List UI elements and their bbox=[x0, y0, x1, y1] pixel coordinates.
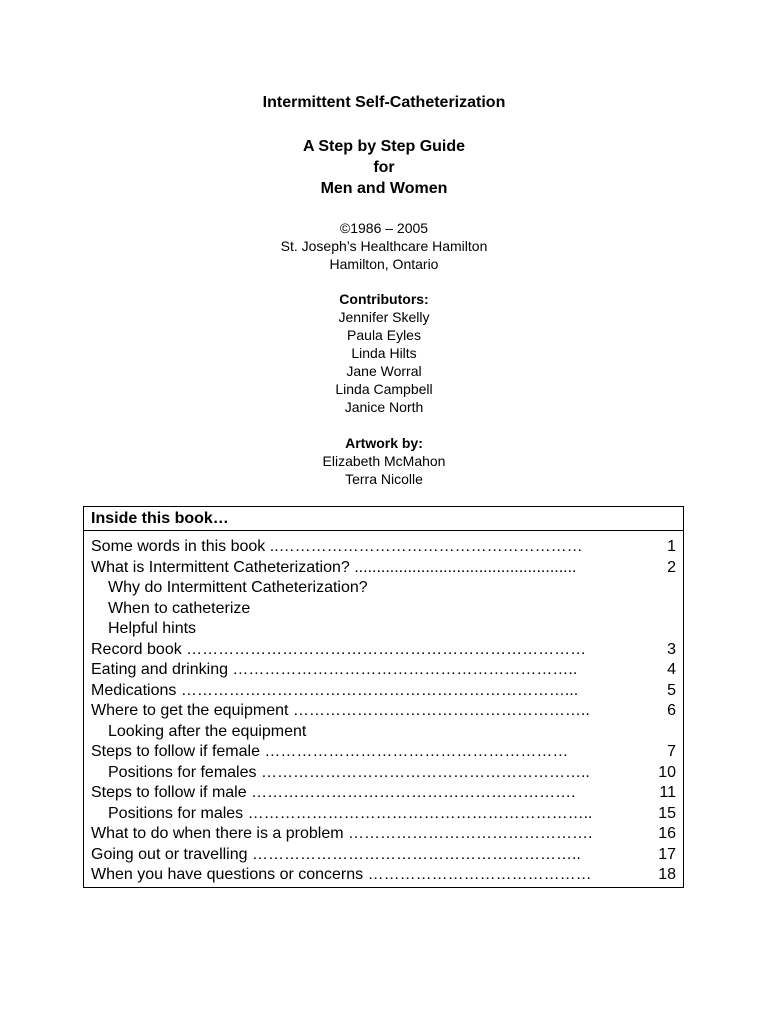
toc-entry-page: 10 bbox=[658, 763, 676, 781]
contributors-heading: Contributors: bbox=[339, 291, 429, 307]
toc-entry bbox=[84, 804, 683, 825]
contributor-name: Jennifer Skelly bbox=[338, 309, 430, 325]
toc-entry-title: Going out or travelling …………………………………………………….. bbox=[91, 845, 581, 863]
toc-entry-page: 17 bbox=[658, 845, 676, 863]
contributor-name: Jane Worral bbox=[346, 363, 422, 379]
toc-entry bbox=[84, 763, 683, 784]
toc-entry-page: 7 bbox=[667, 743, 676, 760]
toc-entry bbox=[84, 558, 683, 579]
toc-heading: Inside this book… bbox=[84, 507, 683, 531]
toc-entry-title: Looking after the equipment bbox=[108, 722, 307, 740]
toc-entry bbox=[84, 824, 683, 845]
toc-entry bbox=[84, 783, 683, 804]
toc-entry-page: 6 bbox=[667, 702, 676, 719]
toc-entry-page: 18 bbox=[658, 866, 676, 883]
subtitle-line: Men and Women bbox=[320, 180, 448, 197]
toc-entry-title: Helpful hints bbox=[108, 620, 197, 637]
toc-entry-title: Why do Intermittent Catheterization? bbox=[108, 579, 368, 596]
toc-entry-title: Steps to follow if male ……………………………………………………. bbox=[91, 784, 576, 801]
table-of-contents bbox=[83, 506, 684, 888]
toc-entry bbox=[84, 701, 683, 722]
toc-entry bbox=[84, 640, 683, 661]
toc-entry-page: 15 bbox=[658, 804, 676, 822]
toc-entry-title: What is Intermittent Catheterization? .................................................. bbox=[91, 558, 577, 576]
toc-entry bbox=[84, 619, 683, 640]
toc-entry bbox=[84, 722, 683, 743]
toc-entry-title: What to do when there is a problem ………………………………………. bbox=[91, 825, 593, 842]
toc-entry bbox=[84, 865, 683, 886]
toc-entry-page: 5 bbox=[667, 681, 676, 699]
toc-entry bbox=[84, 537, 683, 558]
subtitle-line: A Step by Step Guide bbox=[302, 138, 466, 155]
contributor-name: Paula Eyles bbox=[347, 327, 421, 343]
toc-entry-title: When to catheterize bbox=[108, 599, 251, 617]
toc-entry-page: 3 bbox=[667, 640, 676, 658]
document-title: Intermittent Self-Catheterization bbox=[262, 94, 506, 111]
copyright-block bbox=[0, 219, 768, 273]
contributor-name: Janice North bbox=[344, 399, 424, 415]
toc-entry bbox=[84, 660, 683, 681]
toc-entry-title: Eating and drinking ……………………………………………………….. bbox=[91, 661, 578, 678]
toc-entry-page: 4 bbox=[667, 661, 676, 678]
toc-entry-title: Medications ………………………………………………………………... bbox=[91, 681, 579, 699]
toc-entry-title: Where to get the equipment ……………………………………………….. bbox=[91, 702, 590, 719]
contributor-name: Linda Campbell bbox=[335, 381, 433, 397]
contributor-name: Linda Hilts bbox=[351, 345, 417, 361]
toc-entry-title: When you have questions or concerns …………………………………… bbox=[91, 866, 592, 883]
copyright-line: St. Joseph’s Healthcare Hamilton bbox=[280, 238, 488, 254]
document-subtitle bbox=[0, 136, 768, 199]
contributors-list bbox=[0, 308, 768, 416]
toc-entry bbox=[84, 845, 683, 866]
toc-entry-page: 2 bbox=[667, 558, 676, 576]
artist-name: Terra Nicolle bbox=[345, 471, 423, 487]
artists-list bbox=[0, 452, 768, 488]
toc-list bbox=[84, 531, 683, 886]
toc-entry bbox=[84, 599, 683, 620]
subtitle-line: for bbox=[373, 159, 395, 176]
artist-name: Elizabeth McMahon bbox=[322, 453, 446, 469]
toc-entry-title: Steps to follow if female ………………………………………………… bbox=[91, 743, 569, 760]
artwork-heading: Artwork by: bbox=[345, 435, 423, 451]
toc-entry-page: 11 bbox=[659, 784, 676, 801]
toc-entry-page: 1 bbox=[667, 538, 676, 555]
toc-entry-title: Positions for males ……………………………………………………….. bbox=[108, 804, 593, 822]
toc-entry-page: 16 bbox=[658, 825, 676, 842]
copyright-line: ©1986 – 2005 bbox=[339, 220, 429, 236]
toc-entry bbox=[84, 578, 683, 599]
toc-entry bbox=[84, 681, 683, 702]
toc-entry-title: Some words in this book ..………………………………………………… bbox=[91, 538, 583, 555]
toc-entry-title: Record book ………………………………………………………………… bbox=[91, 640, 587, 658]
toc-entry bbox=[84, 742, 683, 763]
copyright-line: Hamilton, Ontario bbox=[329, 256, 439, 272]
toc-entry-title: Positions for females …………………………………………………….. bbox=[108, 763, 590, 781]
